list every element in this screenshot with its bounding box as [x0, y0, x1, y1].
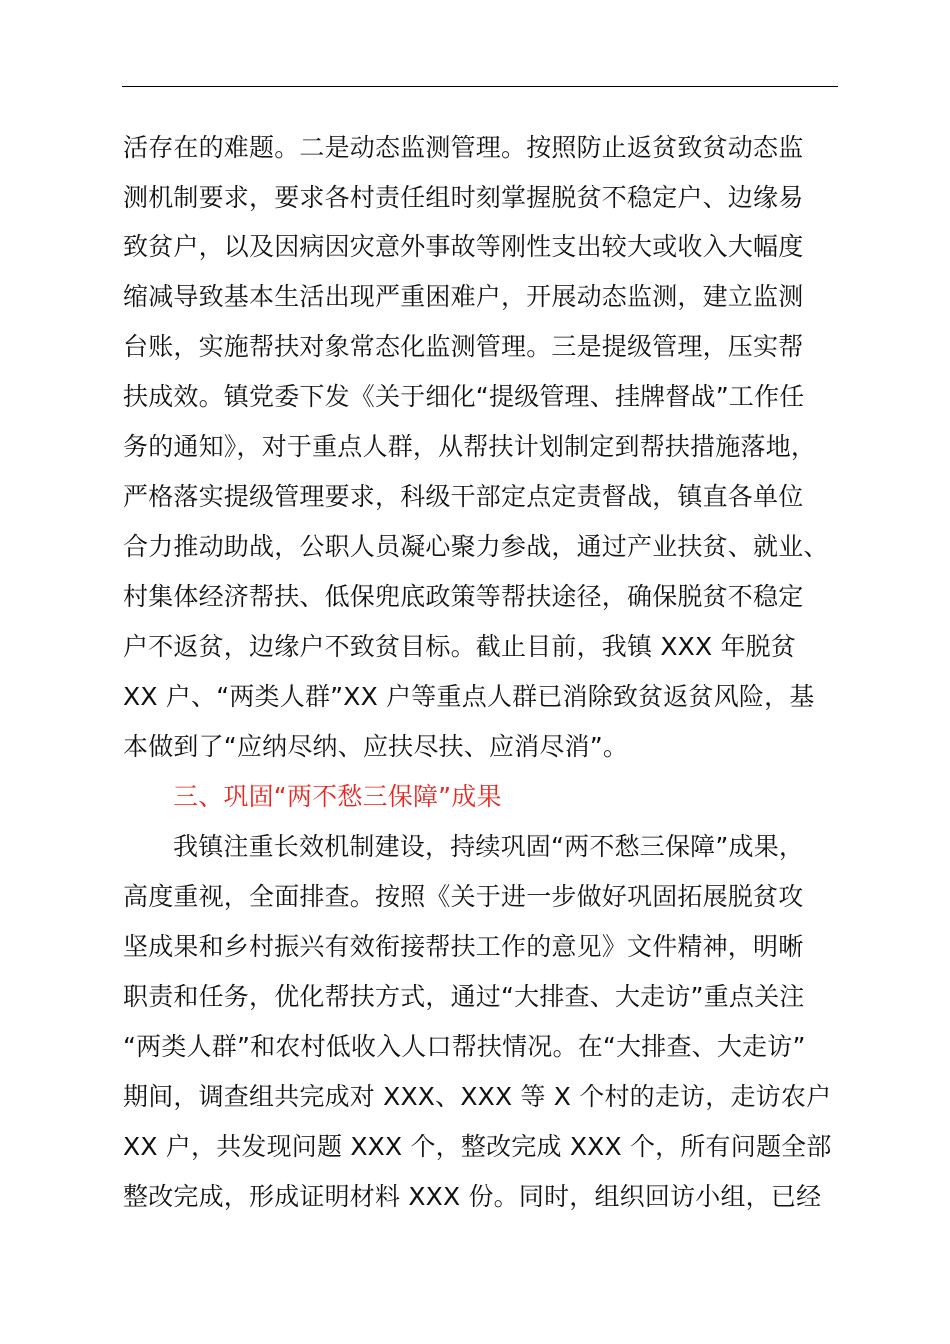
- body-line: 整改完成，形成证明材料 XXX 份。同时，组织回访小组，已经: [123, 1182, 822, 1211]
- body-line: 期间，调查组共完成对 XXX、XXX 等 X 个村的走访，走访农户: [123, 1082, 832, 1111]
- section-heading: 三、巩固“两不愁三保障”成果: [173, 782, 502, 811]
- body-line: 村集体经济帮扶、低保兜底政策等帮扶途径，确保脱贫不稳定: [123, 582, 804, 611]
- body-line: 致贫户，以及因病因灾意外事故等刚性支出较大或收入大幅度: [123, 232, 804, 261]
- header-rule: [122, 86, 838, 87]
- body-line: 台账，实施帮扶对象常态化监测管理。三是提级管理，压实帮: [123, 332, 804, 361]
- body-line: 户不返贫，边缘户不致贫目标。截止目前，我镇 XXX 年脱贫: [123, 632, 797, 661]
- body-line: “两类人群”和农村低收入人口帮扶情况。在“大排查、大走访”: [123, 1032, 806, 1061]
- body-line: 坚成果和乡村振兴有效衔接帮扶工作的意见》文件精神，明晰: [123, 932, 804, 961]
- body-line: 职责和任务，优化帮扶方式，通过“大排查、大走访”重点关注: [123, 982, 805, 1011]
- body-line: 测机制要求，要求各村责任组时刻掌握脱贫不稳定户、边缘易: [123, 183, 804, 212]
- body-line: 本做到了“应纳尽纳、应扶尽扶、应消尽消”。: [123, 732, 629, 761]
- body-line: 扶成效。镇党委下发《关于细化“提级管理、挂牌督战”工作任: [123, 382, 805, 411]
- body-line: XX 户、“两类人群”XX 户等重点人群已消除致贫返贫风险，基: [123, 682, 815, 711]
- body-line: 缩减导致基本生活出现严重困难户，开展动态监测，建立监测: [123, 282, 804, 311]
- body-line: 高度重视，全面排查。按照《关于进一步做好巩固拓展脱贫攻: [123, 882, 804, 911]
- body-line: 活存在的难题。二是动态监测管理。按照防止返贫致贫动态监: [123, 133, 804, 162]
- body-line: 务的通知》，对于重点人群，从帮扶计划制定到帮扶措施落地，: [123, 432, 817, 461]
- body-line: 严格落实提级管理要求，科级干部定点定责督战，镇直各单位: [123, 482, 804, 511]
- body-line: XX 户，共发现问题 XXX 个，整改完成 XXX 个，所有问题全部: [123, 1132, 832, 1161]
- body-line: 合力推动助战，公职人员凝心聚力参战，通过产业扶贫、就业、: [123, 532, 829, 561]
- body-line: 我镇注重长效机制建设，持续巩固“两不愁三保障”成果，: [173, 832, 805, 861]
